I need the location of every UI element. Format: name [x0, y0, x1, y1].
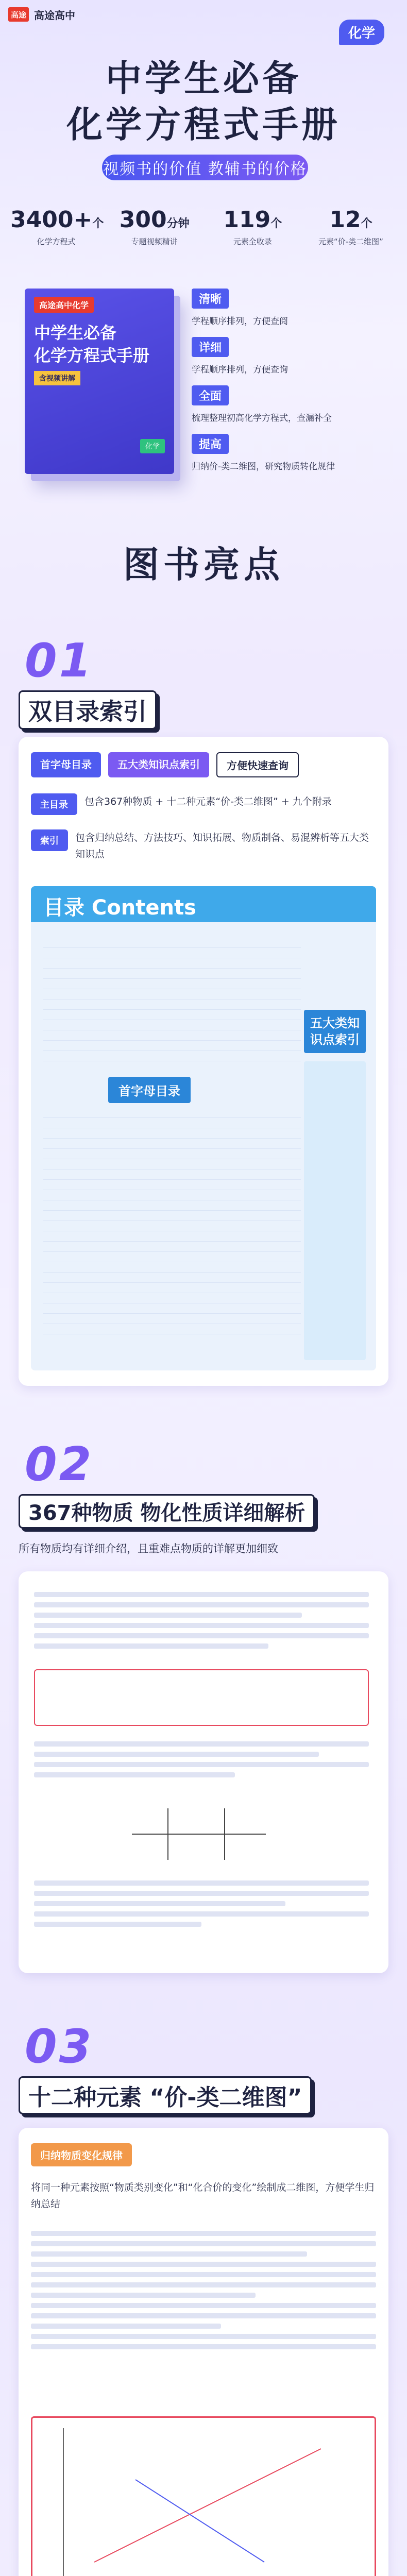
knowledge-index-label: 五大类知识点索引 — [304, 1010, 366, 1053]
feature-item — [192, 337, 393, 381]
section-number: 01 — [25, 634, 94, 688]
first-letter-index-label: 首字母目录 — [108, 1077, 191, 1103]
catalog-row-tag: 主目录 — [31, 793, 77, 815]
subject-badge: 化学 — [339, 20, 384, 45]
pill-label: 归纳物质变化规律 — [31, 2143, 132, 2166]
highlights-title: 图书亮点 — [123, 544, 284, 586]
text-lines — [31, 2231, 376, 2354]
stat-number: 3400+ — [10, 207, 93, 233]
feature-tag: 全面 — [192, 385, 229, 405]
contents-panel-title: 目录 Contents — [31, 886, 376, 922]
stat-elements — [207, 206, 298, 247]
stat-diagrams — [305, 206, 397, 247]
catalog-row-text: 包含归纳总结、方法技巧、知识拓展、物质制备、易混辨析等五大类知识点 — [75, 832, 369, 860]
stats-row — [10, 206, 397, 247]
feature-list — [192, 289, 393, 482]
section-title: 367种物质 物化性质详细解析 — [19, 1494, 315, 1529]
structure-diagram — [122, 1798, 276, 1870]
feature-item — [192, 385, 393, 430]
contents-table — [43, 938, 301, 1061]
section-heading — [19, 690, 388, 730]
section-pill — [31, 2143, 132, 2166]
section-heading — [19, 1494, 388, 1529]
feature-item — [192, 434, 393, 478]
hero-title-line2: 化学方程式手册 — [66, 104, 341, 146]
stat-number: 12 — [329, 207, 361, 233]
catalog-card — [19, 737, 388, 1386]
section-number: 02 — [25, 1437, 94, 1492]
section-title: 双目录索引 — [19, 690, 157, 730]
feature-desc: 梳理整理初高化学方程式，查漏补全 — [192, 413, 332, 423]
hero-slogan: 视频书的价值 教辅书的价格 — [102, 155, 308, 180]
diagram-axes — [32, 2418, 375, 2576]
stat-number: 119 — [223, 207, 271, 233]
stat-number: 300 — [119, 207, 167, 233]
feature-desc: 学程顺序排列，方便查询 — [192, 365, 288, 375]
stat-unit: 个 — [92, 217, 104, 230]
valence-class-diagram — [31, 2416, 376, 2576]
catalog-row-text: 包含367种物质 + 十二种元素“价-类二维图” + 九个附录 — [84, 796, 332, 807]
chip: 五大类知识点索引 — [108, 752, 209, 777]
feature-tag: 提高 — [192, 434, 229, 454]
section-heading — [19, 2076, 388, 2114]
gaotu-logo: 高途 — [8, 7, 29, 22]
section-desc: 将同一种元素按照“物质类别变化”和“化合价的变化”绘制成二维图，方便学生归纳总结 — [31, 2182, 375, 2210]
stat-unit: 分钟 — [166, 217, 190, 230]
feature-item — [192, 289, 393, 333]
contents-table — [43, 1108, 301, 1334]
substance-detail-card — [19, 1571, 388, 1973]
section-number: 03 — [25, 2020, 94, 2074]
stat-unit: 个 — [361, 217, 372, 230]
feature-tag: 详细 — [192, 337, 229, 357]
book-cover — [25, 289, 174, 474]
stat-unit: 个 — [270, 217, 282, 230]
element-diagram-card — [19, 2128, 388, 2576]
stat-label: 元素“价-类二维图” — [318, 237, 383, 246]
hero-title-line1: 中学生必备 — [106, 57, 301, 99]
catalog-row — [31, 829, 376, 862]
stat-formulas — [10, 206, 102, 247]
stat-label: 专题视频精讲 — [131, 237, 178, 246]
chip: 方便快速查询 — [216, 752, 299, 777]
knowledge-index-column — [304, 1061, 366, 1360]
feature-desc: 学程顺序排列，方便查阅 — [192, 316, 288, 327]
text-lines — [34, 1741, 369, 1783]
chip: 首字母目录 — [31, 752, 101, 777]
section-desc: 所有物质均有详细介绍，且重难点物质的详解更加细致 — [19, 1543, 278, 1555]
contents-panel — [31, 886, 376, 1370]
stat-label: 元素全收录 — [233, 237, 272, 246]
catalog-row — [31, 793, 376, 815]
stat-minutes — [109, 206, 200, 247]
book-tag: 化学 — [140, 439, 165, 453]
book-brand: 高途高中化学 — [34, 297, 94, 313]
chip-row — [31, 752, 299, 777]
text-lines — [34, 1880, 369, 1932]
feature-tag: 清晰 — [192, 289, 229, 309]
book-subtitle: 含视频讲解 — [34, 371, 80, 385]
text-lines — [34, 1592, 369, 1654]
catalog-row-tag: 索引 — [31, 829, 68, 851]
brand-name: 高途高中 — [34, 9, 75, 22]
section-title: 十二种元素 “价-类二维图” — [19, 2076, 312, 2114]
property-table — [34, 1669, 369, 1726]
feature-desc: 归纳价-类二维图，研究物质转化规律 — [192, 462, 335, 472]
book-title: 中学生必备 化学方程式手册 — [34, 323, 150, 365]
stat-label: 化学方程式 — [37, 237, 76, 246]
